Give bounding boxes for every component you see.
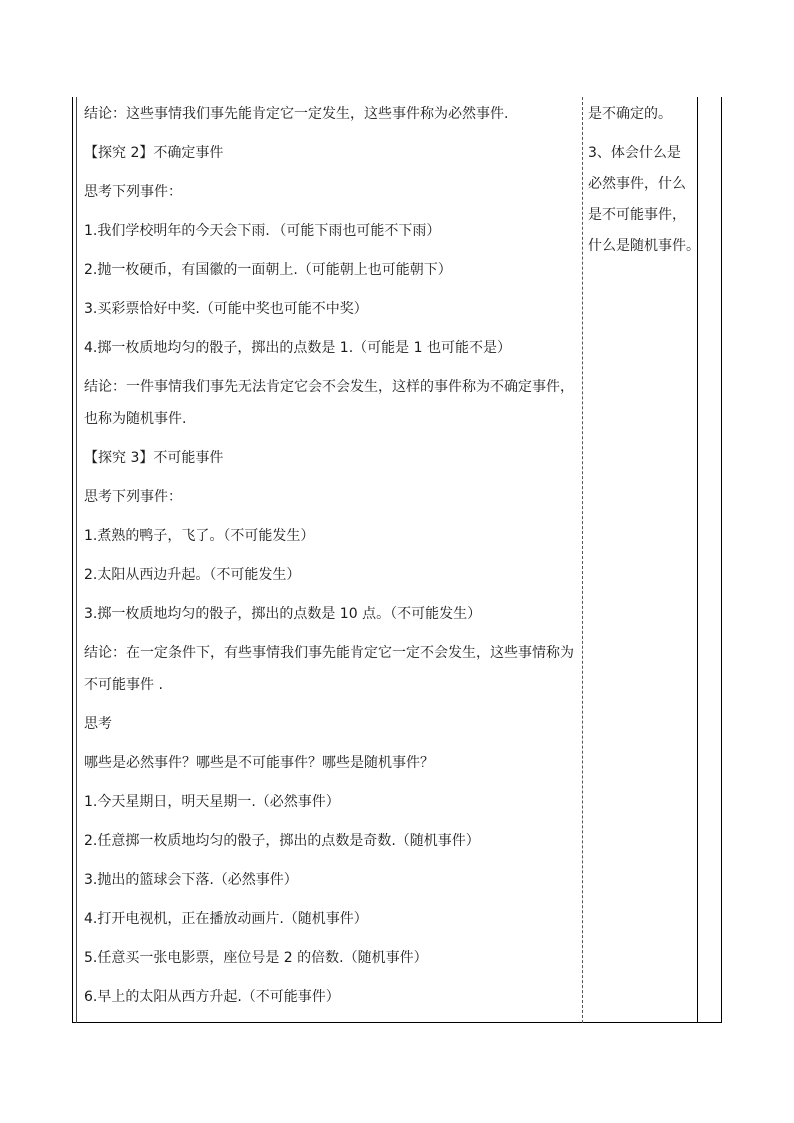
- main-line: 5.任意买一张电影票，座位号是 2 的倍数.（随机事件）: [84, 950, 428, 966]
- main-line: 3.买彩票恰好中奖.（可能中奖也可能不中奖）: [84, 301, 368, 317]
- main-line: 【探究 3】不可能事件: [84, 450, 224, 466]
- main-line: 4.打开电视机，正在播放动画片.（随机事件）: [84, 911, 368, 927]
- side-note-line: 是不确定的。: [588, 106, 672, 122]
- table-inner-left-border: [76, 97, 77, 1023]
- side-note-line: 是不可能事件，: [588, 207, 686, 223]
- main-line: 3.掷一枚质地均匀的骰子，掷出的点数是 10 点。（不可能发生）: [84, 606, 482, 622]
- table-border-left: [72, 97, 73, 1023]
- column-divider-dashed: [582, 97, 583, 1023]
- main-line: 结论：这些事情我们事先能肯定它一定发生，这些事件称为必然事件.: [84, 106, 509, 122]
- main-line: 2.太阳从西边升起。（不可能发生）: [84, 567, 301, 583]
- main-line: 思考下列事件：: [84, 489, 182, 505]
- main-line: 1.煮熟的鸭子，飞了。（不可能发生）: [84, 528, 315, 544]
- main-line: 不可能事件 .: [84, 677, 163, 693]
- side-note-line: 3、体会什么是: [588, 145, 681, 161]
- main-line: 3.抛出的篮球会下落.（必然事件）: [84, 872, 298, 888]
- main-line: 结论：一件事情我们事先无法肯定它会不会发生，这样的事件称为不确定事件，: [84, 379, 574, 395]
- main-line: 思考下列事件：: [84, 184, 182, 200]
- lesson-table: [72, 97, 722, 1023]
- table-border-right: [721, 97, 722, 1023]
- main-line: 4.掷一枚质地均匀的骰子，掷出的点数是 1.（可能是 1 也可能不是）: [84, 340, 511, 356]
- main-line: 结论：在一定条件下，有些事情我们事先能肯定它一定不会发生，这些事情称为: [84, 645, 574, 661]
- table-border-bottom: [72, 1022, 722, 1023]
- main-line: 也称为随机事件.: [84, 411, 187, 427]
- main-line: 6.早上的太阳从西方升起.（不可能事件）: [84, 989, 340, 1005]
- main-line: 思考: [84, 716, 112, 732]
- main-line: 2.任意掷一枚质地均匀的骰子，掷出的点数是奇数.（随机事件）: [84, 833, 480, 849]
- main-line: 哪些是必然事件？哪些是不可能事件？哪些是随机事件？: [84, 755, 434, 771]
- main-line: 2.抛一枚硬币，有国徽的一面朝上.（可能朝上也可能朝下）: [84, 262, 452, 278]
- side-note-line: 什么是随机事件。: [588, 238, 700, 254]
- main-line: 1.我们学校明年的今天会下雨．（可能下雨也可能不下雨）: [84, 223, 441, 239]
- main-line: 【探究 2】不确定事件: [84, 145, 224, 161]
- main-line: 1.今天星期日，明天星期一.（必然事件）: [84, 794, 340, 810]
- side-note-line: 必然事件，什么: [588, 176, 686, 192]
